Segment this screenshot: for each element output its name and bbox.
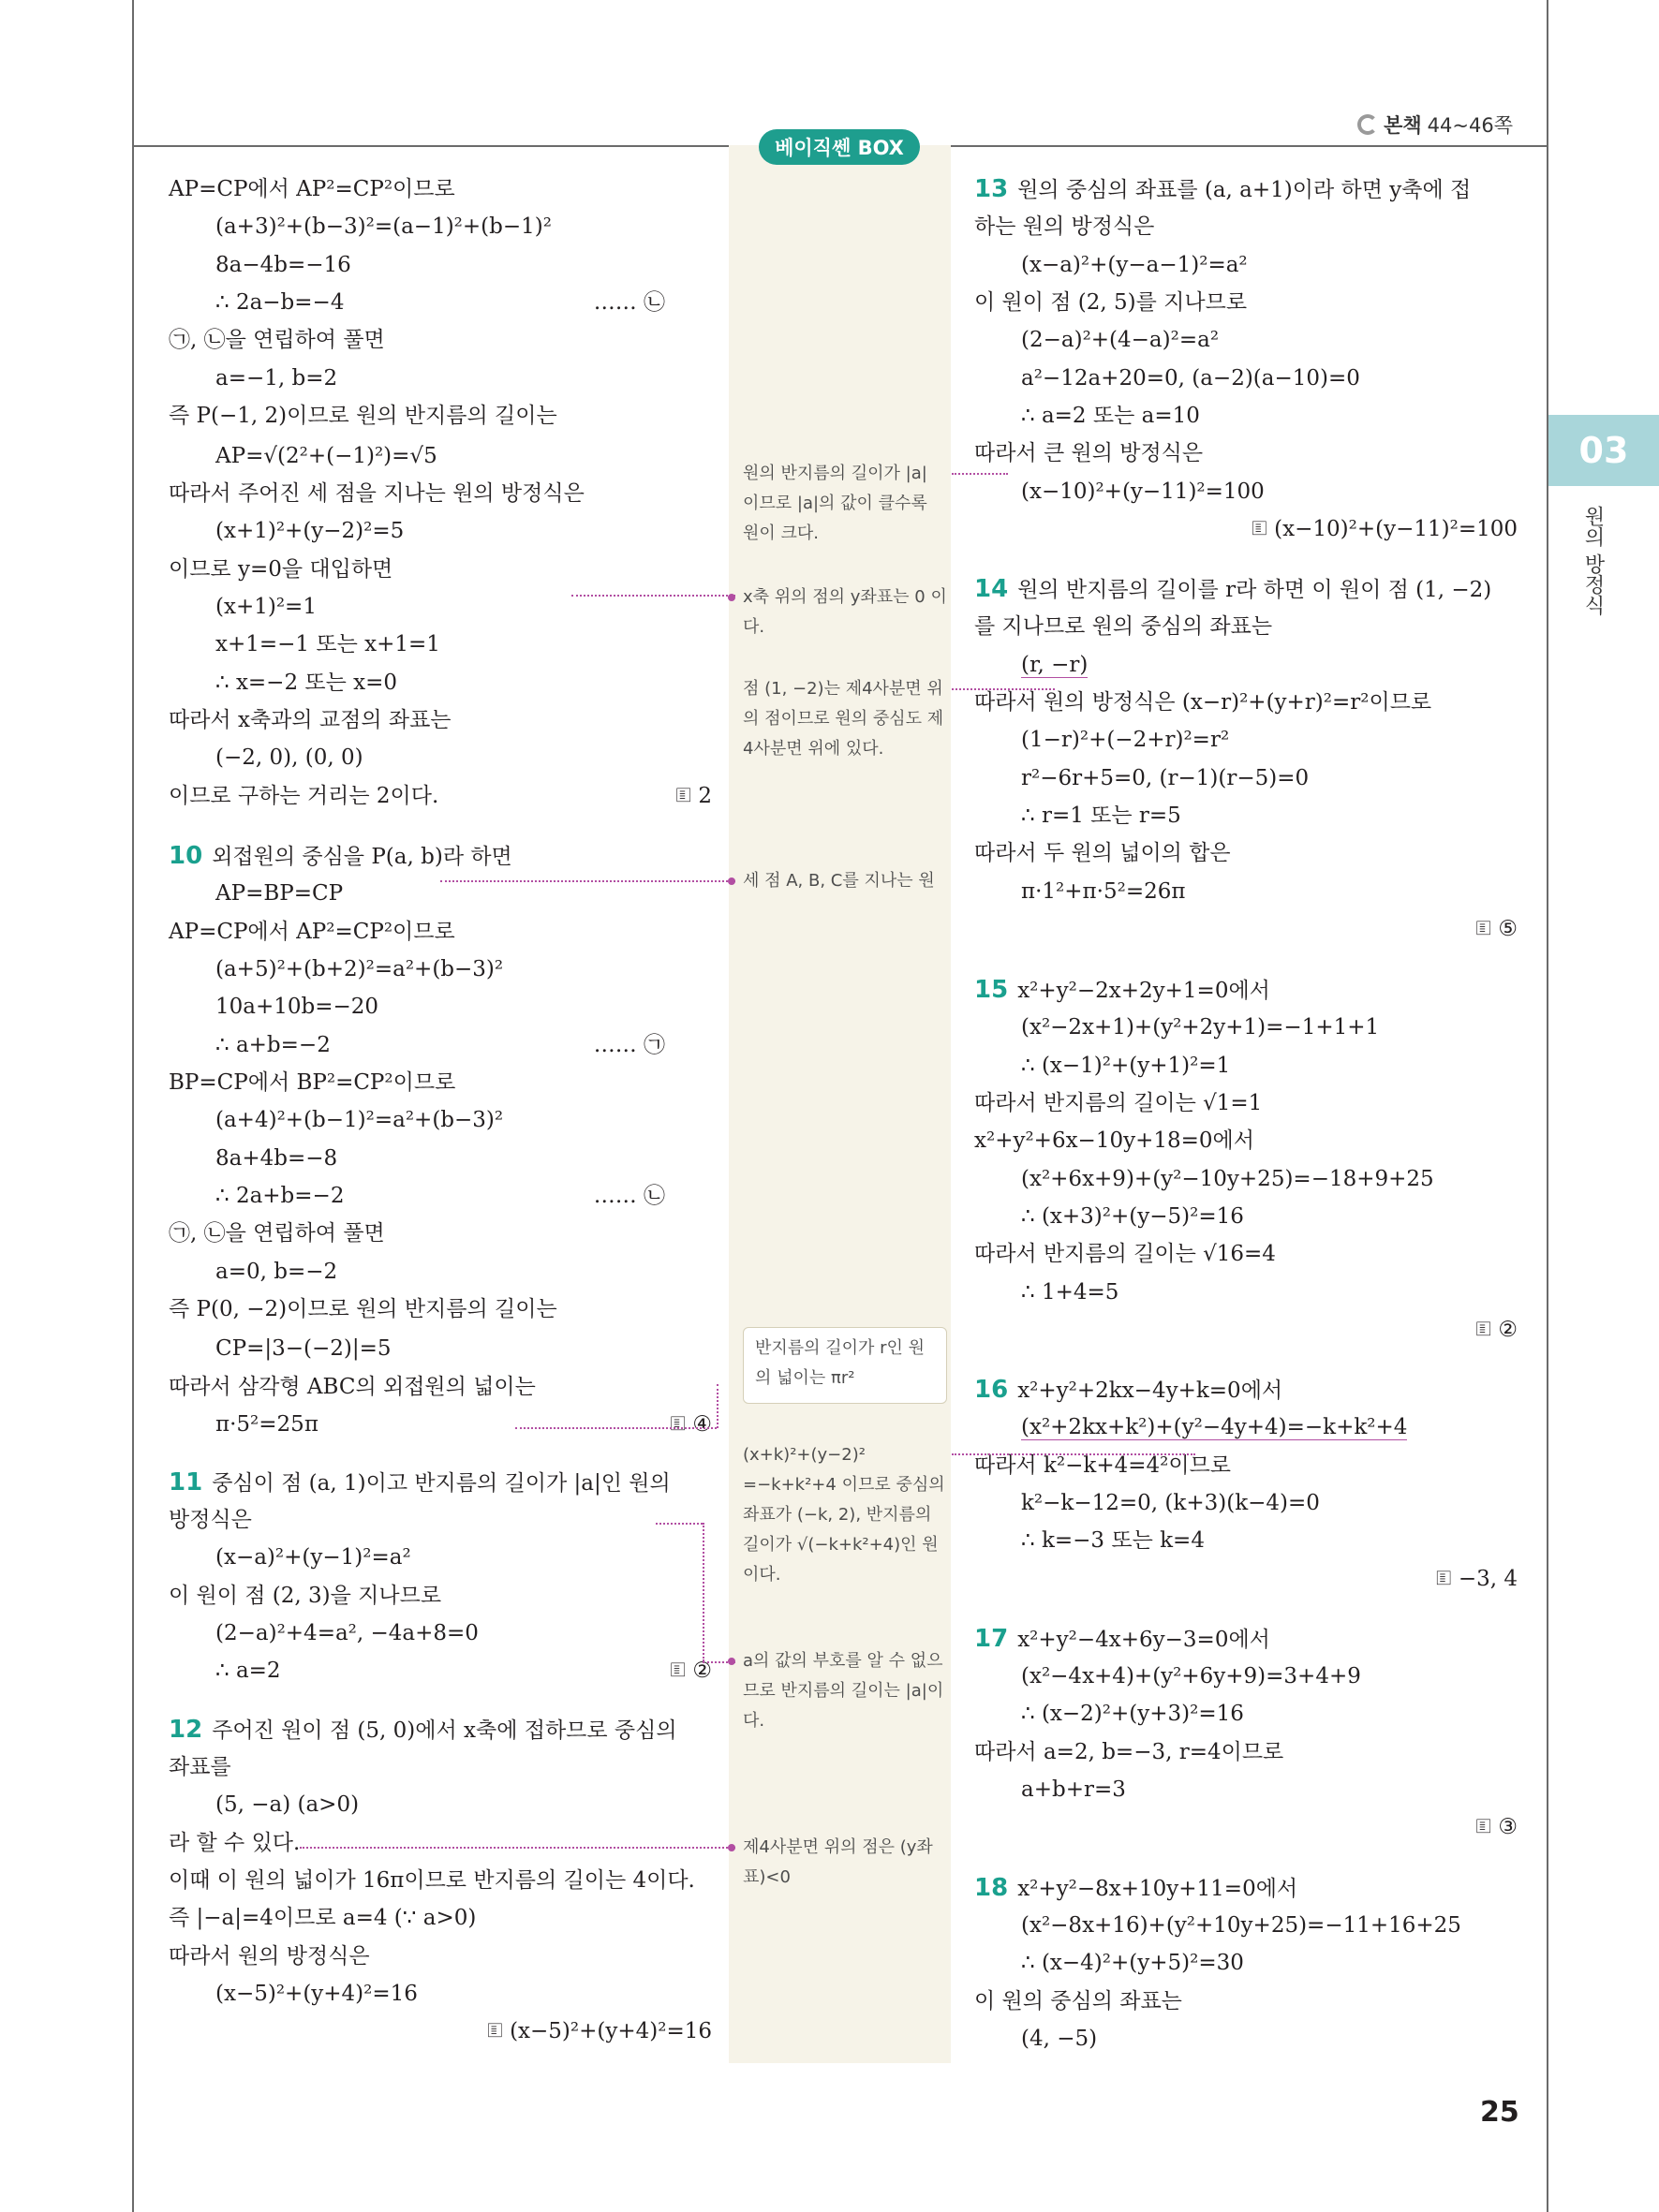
- problem-13-heading: 13 원의 중심의 좌표를 (a, a+1)이라 하면 y축에 접: [974, 175, 1472, 203]
- solution-line: 이 원이 점 (2, 3)을 지나므로: [169, 1584, 442, 1608]
- page-number: 25: [1480, 2096, 1519, 2129]
- solution-line: AP=CP에서 AP²=CP²이므로: [169, 920, 455, 944]
- solution-line: 이므로 구하는 거리는 2이다. 🗉 2: [169, 780, 712, 812]
- solution-line: (r, −r): [1021, 653, 1089, 677]
- solution-line: (x²−8x+16)+(y²+10y+25)=−11+16+25: [1021, 1913, 1461, 1938]
- solution-line: (4, −5): [1021, 2027, 1098, 2051]
- note-leader: [952, 1453, 1195, 1455]
- solution-line: (x−a)²+(y−a−1)²=a²: [1021, 253, 1248, 277]
- solution-line: 하는 원의 방정식은: [974, 214, 1155, 239]
- problem-16-heading: 16 x²+y²+2kx−4y+k=0에서: [974, 1376, 1283, 1404]
- solution-line: (a+3)²+(b−3)²=(a−1)²+(b−1)²: [215, 214, 552, 239]
- solution-line: ∴ 2a−b=−4 …… ㉡: [169, 287, 712, 318]
- solution-line: ∴ x=−2 또는 x=0: [215, 671, 398, 695]
- solution-line: (1−r)²+(−2+r)²=r²: [1021, 728, 1230, 752]
- solution-line: (x−5)²+(y+4)²=16: [215, 1982, 418, 2006]
- solution-line: ∴ (x+3)²+(y−5)²=16: [1021, 1204, 1244, 1229]
- note-leader: [571, 595, 735, 597]
- solution-line: ∴ a=2 또는 a=10: [1021, 404, 1200, 428]
- page-ref-label: 본책: [1384, 114, 1422, 137]
- solution-line: CP=|3−(−2)|=5: [215, 1336, 392, 1361]
- problem-18-heading: 18 x²+y²−8x+10y+11=0에서: [974, 1874, 1298, 1902]
- problem-number: 16: [974, 1376, 1009, 1404]
- solution-line: 따라서 k²−k+4=4²이므로: [974, 1453, 1232, 1478]
- note-leader: [703, 1523, 704, 1661]
- solution-line: (x+1)²+(y−2)²=5: [215, 519, 405, 543]
- problem-number: 11: [169, 1468, 203, 1497]
- solution-line: k²−k−12=0, (k+3)(k−4)=0: [1021, 1491, 1320, 1515]
- solution-line: (x−a)²+(y−1)²=a²: [215, 1545, 411, 1570]
- solution-line: [974, 513, 1518, 545]
- equation-mark: …… ㉠: [593, 1033, 665, 1057]
- solution-line: BP=CP에서 BP²=CP²이므로: [169, 1070, 456, 1095]
- page-frame-right: [1547, 0, 1548, 2212]
- page-reference: [1357, 111, 1513, 139]
- answer-11: 🗉 ②: [670, 1659, 712, 1683]
- note-leader: [952, 473, 1008, 475]
- solution-line: 8a−4b=−16: [215, 253, 351, 277]
- solution-line: 방정식은: [169, 1508, 252, 1532]
- note-leader: [440, 880, 735, 882]
- solution-line: (2−a)²+4=a², −4a+8=0: [215, 1621, 479, 1645]
- problem-17-heading: 17 x²+y²−4x+6y−3=0에서: [974, 1625, 1270, 1653]
- problem-number: 13: [974, 175, 1009, 203]
- solution-line: ∴ a+b=−2 …… ㉠: [169, 1029, 712, 1061]
- problem-number: 18: [974, 1874, 1009, 1902]
- solution-line: (a+5)²+(b+2)²=a²+(b−3)²: [215, 957, 504, 981]
- problem-15-heading: 15 x²+y²−2x+2y+1=0에서: [974, 976, 1270, 1004]
- problem-14-heading: 14 원의 반지름의 길이를 r라 하면 이 원이 점 (1, −2): [974, 575, 1492, 603]
- solution-line: (5, −a) (a>0): [215, 1792, 360, 1817]
- solution-line: 따라서 반지름의 길이는 √1=1: [974, 1091, 1263, 1115]
- side-note: 세 점 A, B, C를 지나는 원: [743, 866, 947, 896]
- solution-line: 라 할 수 있다.: [169, 1831, 301, 1855]
- solution-line: ∴ 2a+b=−2 …… ㉡: [169, 1180, 712, 1212]
- problem-number: 17: [974, 1625, 1009, 1653]
- solution-line: [974, 1314, 1518, 1346]
- problem-number: 10: [169, 842, 203, 870]
- side-note: a의 값의 부호를 알 수 없으므로 반지름의 길이는 |a|이다.: [743, 1646, 947, 1736]
- solution-line: ∴ 1+4=5: [1021, 1280, 1119, 1305]
- equation-mark: …… ㉡: [593, 1184, 665, 1208]
- note-leader: [515, 1427, 717, 1429]
- reference-icon: [1357, 114, 1378, 135]
- solution-line: (x+1)²=1: [215, 595, 317, 619]
- note-leader: [703, 1661, 735, 1663]
- solution-line: 이 원의 중심의 좌표는: [974, 1989, 1182, 2013]
- solution-line: 따라서 주어진 세 점을 지나는 원의 방정식은: [169, 481, 585, 506]
- solution-line: 따라서 a=2, b=−3, r=4이므로: [974, 1740, 1284, 1764]
- solution-line: AP=BP=CP: [215, 881, 344, 906]
- solution-line: ㉠, ㉡을 연립하여 풀면: [169, 1221, 385, 1246]
- solution-line: (x²+2kx+k²)+(y²−4y+4)=−k+k²+4: [1021, 1415, 1408, 1439]
- solution-line: 따라서 x축과의 교점의 좌표는: [169, 708, 452, 732]
- solution-line: 즉 P(−1, 2)이므로 원의 반지름의 길이는: [169, 404, 557, 428]
- answer-16: 🗉 −3, 4: [1435, 1567, 1518, 1591]
- side-note: (x+k)²+(y−2)² =−k+k²+4 이므로 중심의 좌표가 (−k, 2), 반지름의 길이가 √(−k+k²+4)인 원이다.: [743, 1445, 945, 1585]
- solution-line: π·5²=25π 🗉 ④: [169, 1408, 712, 1440]
- solution-line: (−2, 0), (0, 0): [215, 745, 363, 770]
- note-leader: [952, 688, 1055, 690]
- basic-box-badge: 베이직쎈 BOX: [759, 129, 920, 165]
- answer-10: 🗉 ④: [670, 1412, 712, 1437]
- equation-mark: …… ㉡: [593, 290, 665, 315]
- chapter-title: 원의 방정식: [1581, 506, 1605, 615]
- solution-line: AP=CP에서 AP²=CP²이므로: [169, 177, 455, 201]
- solution-line: (a+4)²+(b−1)²=a²+(b−3)²: [215, 1108, 504, 1132]
- answer-14: 🗉 ⑤: [1475, 917, 1518, 941]
- solution-line: 를 지나므로 원의 중심의 좌표는: [974, 614, 1273, 639]
- solution-line: (x²−4x+4)+(y²+6y+9)=3+4+9: [1021, 1664, 1361, 1688]
- solution-line: ∴ (x−2)²+(y+3)²=16: [1021, 1702, 1244, 1726]
- solution-line: 이므로 y=0을 대입하면: [169, 557, 393, 582]
- solution-line: 이때 이 원의 넓이가 16π이므로 반지름의 길이는 4이다.: [169, 1868, 695, 1893]
- solution-line: [974, 913, 1518, 945]
- solution-line: a=−1, b=2: [215, 366, 338, 391]
- solution-line: x+1=−1 또는 x+1=1: [215, 632, 440, 656]
- solution-line: r²−6r+5=0, (r−1)(r−5)=0: [1021, 766, 1310, 790]
- solution-line: (x²+6x+9)+(y²−10y+25)=−18+9+25: [1021, 1167, 1434, 1191]
- problem-number: 14: [974, 575, 1009, 603]
- problem-12-heading: 12 주어진 원이 점 (5, 0)에서 x축에 접하므로 중심의: [169, 1716, 677, 1744]
- page-frame-left: [132, 0, 134, 2212]
- solution-line: ∴ a=2 🗉 ②: [169, 1655, 712, 1687]
- solution-line: 좌표를: [169, 1755, 231, 1779]
- solution-line: 따라서 두 원의 넓이의 합은: [974, 841, 1231, 865]
- answer-9: 🗉 2: [675, 784, 712, 808]
- solution-line: (x−10)²+(y−11)²=100: [1021, 479, 1265, 504]
- problem-number: 12: [169, 1716, 203, 1744]
- side-note: 원의 반지름의 길이가 |a| 이므로 |a|의 값이 클수록 원이 크다.: [743, 464, 927, 543]
- solution-line: 따라서 반지름의 길이는 √16=4: [974, 1242, 1276, 1266]
- solution-line: 즉 P(0, −2)이므로 원의 반지름의 길이는: [169, 1297, 557, 1321]
- note-leader: [300, 1847, 735, 1849]
- answer-13: 🗉 (x−10)²+(y−11)²=100: [1252, 517, 1518, 541]
- answer-15: 🗉 ②: [1475, 1318, 1518, 1342]
- solution-line: 즉 |−a|=4이므로 a=4 (∵ a>0): [169, 1906, 477, 1930]
- solution-line: 8a+4b=−8: [215, 1146, 338, 1171]
- basic-box-column: [729, 145, 951, 2063]
- problem-10-heading: 10 외접원의 중심을 P(a, b)라 하면: [169, 842, 512, 870]
- solution-line: [974, 1563, 1518, 1595]
- solution-line: ∴ k=−3 또는 k=4: [1021, 1528, 1205, 1553]
- note-leader: [717, 1384, 718, 1428]
- solution-line: a²−12a+20=0, (a−2)(a−10)=0: [1021, 366, 1360, 391]
- solution-line: (2−a)²+(4−a)²=a²: [1021, 328, 1220, 352]
- side-note: 점 (1, −2)는 제4사분면 위의 점이므로 원의 중심도 제4사분면 위에 있다.: [743, 679, 944, 759]
- solution-line: a=0, b=−2: [215, 1260, 338, 1284]
- answer-17: 🗉 ③: [1475, 1815, 1518, 1839]
- solution-line: ∴ (x−4)²+(y+5)²=30: [1021, 1951, 1244, 1975]
- answer-12: 🗉 (x−5)²+(y+4)²=16: [486, 2019, 712, 2043]
- side-note: 제4사분면 위의 점은 (y좌표)<0: [743, 1833, 947, 1893]
- solution-line: [169, 2015, 712, 2047]
- solution-line: ㉠, ㉡을 연립하여 풀면: [169, 328, 385, 352]
- problem-11-heading: 11 중심이 점 (a, 1)이고 반지름의 길이가 |a|인 원의: [169, 1468, 671, 1497]
- solution-line: ∴ r=1 또는 r=5: [1021, 804, 1181, 828]
- solution-line: (x²−2x+1)+(y²+2y+1)=−1+1+1: [1021, 1015, 1380, 1040]
- chapter-tab: 03: [1548, 415, 1659, 486]
- solution-line: ∴ (x−1)²+(y+1)²=1: [1021, 1054, 1231, 1078]
- problem-number: 15: [974, 976, 1009, 1004]
- solution-line: AP=√(2²+(−1)²)=√5: [215, 444, 437, 468]
- solution-line: 따라서 큰 원의 방정식은: [974, 441, 1204, 465]
- side-note: x축 위의 점의 y좌표는 0 이다.: [743, 582, 947, 642]
- solution-line: 10a+10b=−20: [215, 995, 379, 1019]
- solution-line: π·1²+π·5²=26π: [1021, 879, 1186, 904]
- solution-line: 따라서 삼각형 ABC의 외접원의 넓이는: [169, 1375, 536, 1399]
- solution-line: 따라서 원의 방정식은 (x−r)²+(y+r)²=r²이므로: [974, 690, 1432, 715]
- note-leader: [656, 1523, 703, 1525]
- side-note-box: 반지름의 길이가 r인 원의 넓이는 πr²: [743, 1327, 947, 1404]
- solution-line: a+b+r=3: [1021, 1777, 1126, 1802]
- page-ref-pages: 44~46쪽: [1427, 114, 1513, 137]
- solution-line: 따라서 원의 방정식은: [169, 1944, 370, 1969]
- solution-line: [974, 1811, 1518, 1843]
- solution-line: x²+y²+6x−10y+18=0에서: [974, 1128, 1254, 1153]
- solution-line: 이 원이 점 (2, 5)를 지나므로: [974, 290, 1248, 315]
